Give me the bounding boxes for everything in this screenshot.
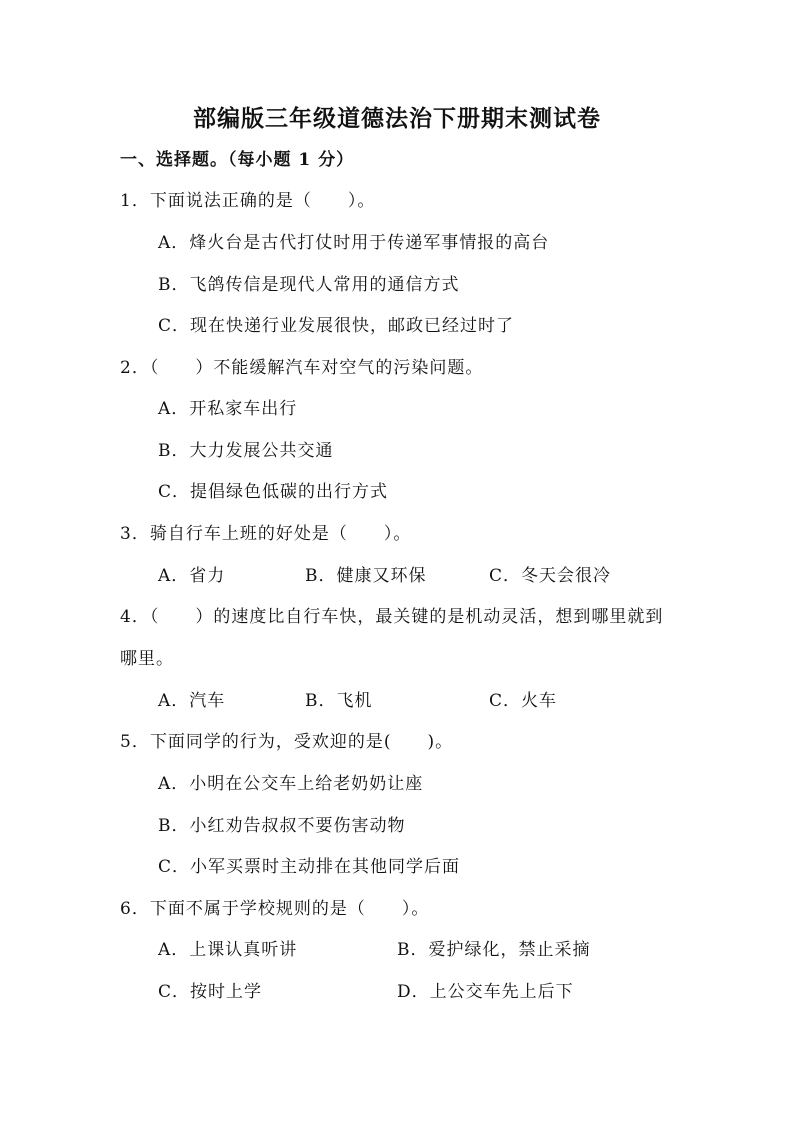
question-6-option-d: D．上公交车先上后下 [397, 982, 574, 1002]
question-4-option-a: A．汽车 [158, 691, 226, 711]
question-2-option-a: A．开私家车出行 [158, 399, 298, 419]
question-6-option-b: B．爱护绿化，禁止采摘 [397, 940, 591, 960]
question-5-option-c: C．小军买票时主动排在其他同学后面 [158, 857, 461, 877]
section-heading: 一、选择题。（每小题 1 分） [120, 150, 355, 170]
question-6-option-a: A．上课认真听讲 [158, 940, 298, 960]
question-6-option-c: C．按时上学 [158, 982, 263, 1002]
page-title: 部编版三年级道德法治下册期末测试卷 [193, 105, 601, 132]
question-1-option-a: A．烽火台是古代打仗时用于传递军事情报的高台 [158, 233, 550, 253]
question-4-stem-continued: 哪里。 [120, 649, 174, 669]
question-6-stem: 6．下面不属于学校规则的是（ ）。 [120, 899, 430, 919]
question-2-stem: 2．（ ）不能缓解汽车对空气的污染问题。 [120, 358, 484, 378]
question-2-option-b: B．大力发展公共交通 [158, 441, 334, 461]
question-2-option-c: C．提倡绿色低碳的出行方式 [158, 482, 389, 502]
question-4-option-c: C．火车 [489, 691, 558, 711]
question-5-option-b: B．小红劝告叔叔不要伤害动物 [158, 816, 406, 836]
question-3-option-b: B．健康又环保 [305, 566, 427, 586]
question-5-option-a: A．小明在公交车上给老奶奶让座 [158, 774, 424, 794]
question-3-option-c: C．冬天会很冷 [489, 566, 612, 586]
question-1-option-c: C．现在快递行业发展很快，邮政已经过时了 [158, 316, 515, 336]
question-4-option-b: B．飞机 [305, 691, 373, 711]
question-1-stem: 1．下面说法正确的是（ ）。 [120, 191, 376, 211]
question-4-stem: 4．（ ）的速度比自行车快，最关键的是机动灵活，想到哪里就到 [120, 607, 664, 627]
question-5-stem: 5．下面同学的行为，受欢迎的是( )。 [120, 732, 454, 752]
question-1-option-b: B．飞鸽传信是现代人常用的通信方式 [158, 275, 460, 295]
question-3-option-a: A．省力 [158, 566, 226, 586]
question-3-stem: 3．骑自行车上班的好处是（ ）。 [120, 524, 412, 544]
